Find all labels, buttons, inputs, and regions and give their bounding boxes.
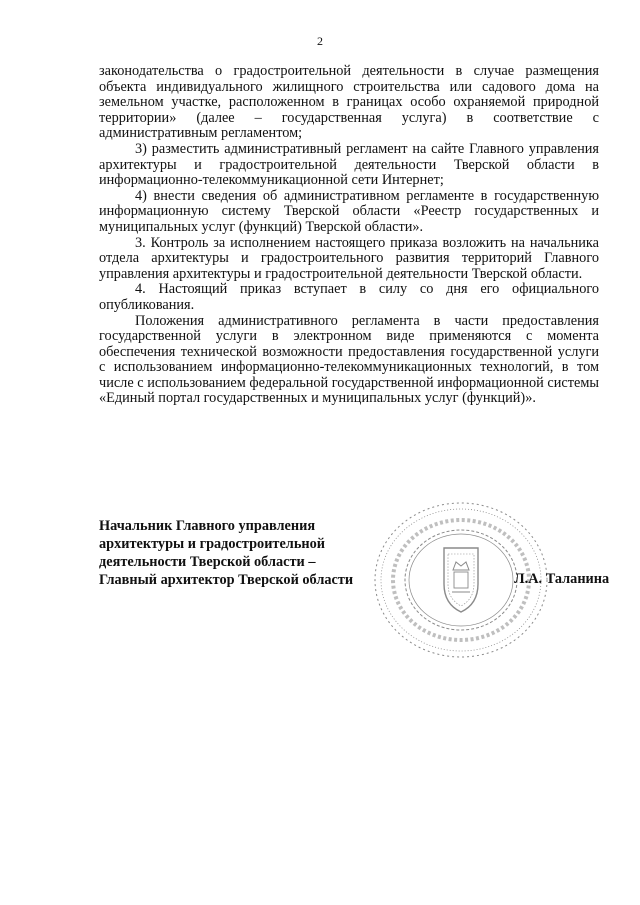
signature-position [99,517,399,589]
signature-position-line: деятельности Тверской области – [99,554,316,570]
document-body [99,64,599,407]
signature-position-line: архитектуры и градостроительной [99,536,325,552]
signature-position-line: Главный архитектор Тверской области [99,572,354,588]
signature-position-line: Начальник Главного управления [99,518,316,534]
paragraph-continuation: законодательства о градостроительной деятельности в случае размещения объекта индивидуального жилищного строительства или садового дома на земельном участке, расположенном в границах особо охраняемой природной территории» (далее – государственная услуга) в соответствие с административным регламентом; [99,63,599,142]
page-number: 2 [317,34,323,48]
paragraph-item-4-register: 4) внести сведения об административном регламенте в государственную информационную систему Тверской области «Реестр государственных и муниципальных услуг (функций) Тверской области». [99,187,599,235]
signer-name: Л.А. Таланина [514,571,610,587]
paragraph-effective-date: 4. Настоящий приказ вступает в силу со дня его официального опубликования. [99,281,599,313]
paragraph-electronic-provision: Положения административного регламента в части предоставления государственной услуги в электронном виде применяются с момента обеспечения технической возможности предоставления государственной услуги с использованием информационно-телекоммуникационных технологий, в том числе с использованием федеральной государственной информационной системы «Единый портал государственных и муниципальных услуг (функций)». [99,312,599,407]
paragraph-item-3-post: 3) разместить административный регламент на сайте Главного управления архитектуры и градостроительной деятельности Тверской области в информационно-телекоммуникационной сети Интернет; [99,140,599,189]
paragraph-control: 3. Контроль за исполнением настоящего приказа возложить на начальника отдела архитектуры и градостроительного развития территорий Главного управления архитектуры и градостроительной деятельности Тверской области. [99,234,599,282]
